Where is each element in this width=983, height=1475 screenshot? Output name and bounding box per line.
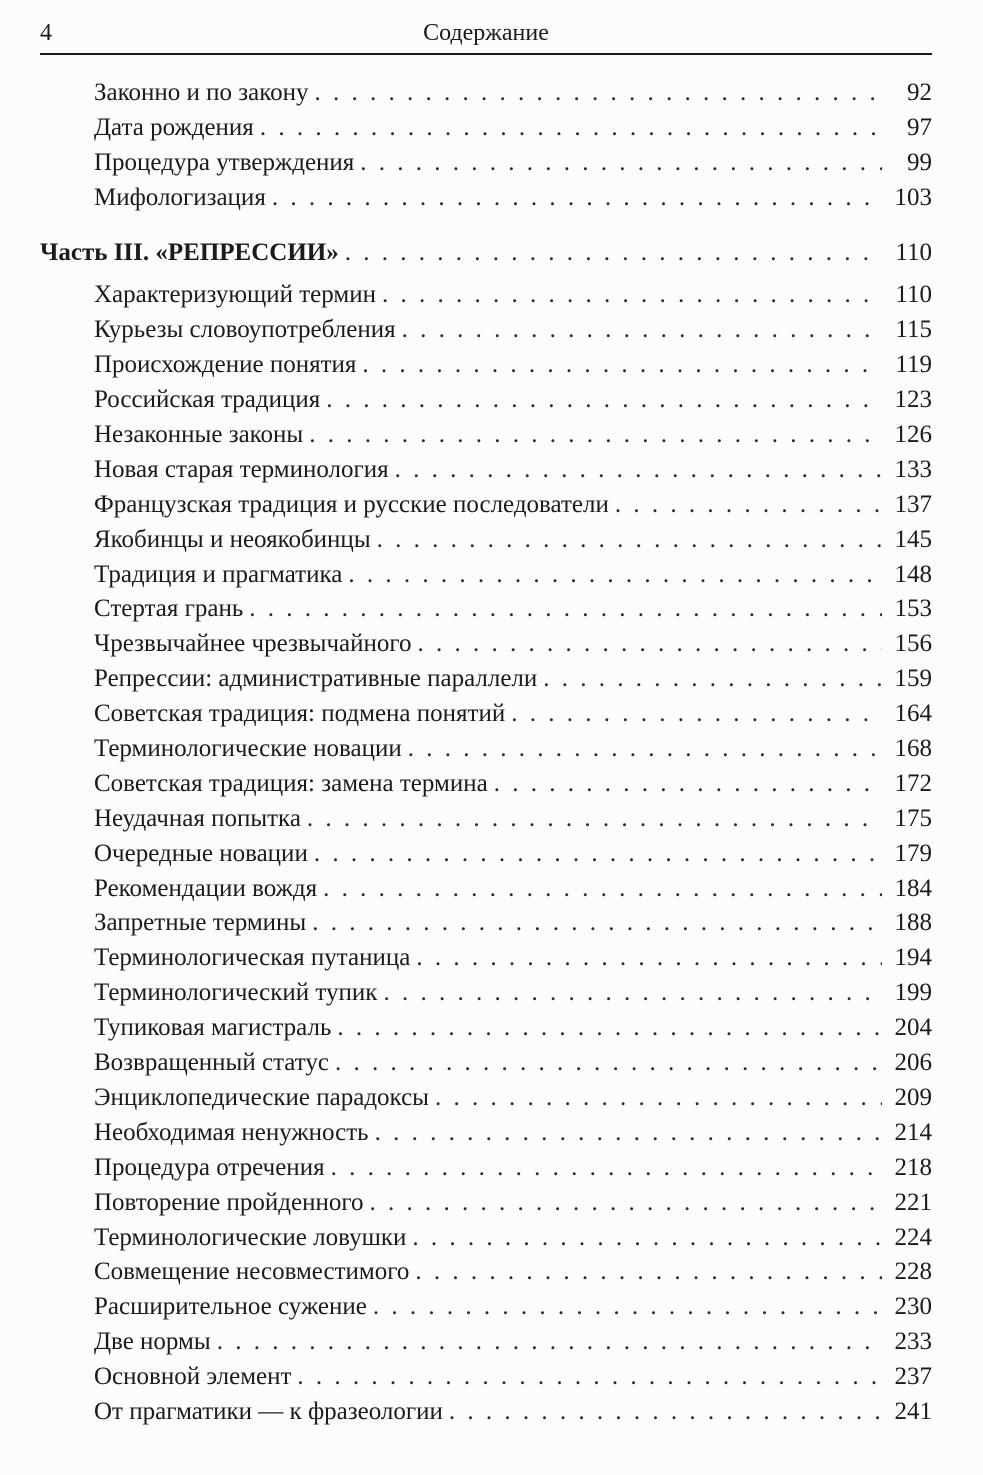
toc-leader-dots: [377, 523, 882, 558]
toc-entry-title: Происхождение понятия: [94, 351, 357, 379]
toc-entry: [40, 453, 932, 488]
toc-entry-page: 230: [894, 1293, 932, 1321]
toc-entry-title: От прагматики — к фразеологии: [94, 1397, 443, 1425]
toc-entry-title: Две нормы: [94, 1328, 211, 1356]
toc-entry: [40, 278, 932, 313]
toc-entry: [40, 146, 932, 181]
toc-entry-title: Мифологизация: [94, 183, 266, 211]
toc-leader-dots: [315, 76, 883, 111]
toc-entry-title: Процедура отречения: [94, 1153, 325, 1181]
toc-leader-dots: [348, 558, 882, 593]
toc-entry-title: Традиция и прагматика: [94, 560, 343, 588]
toc-entry-title: Чрезвычайнее чрезвычайного: [94, 630, 412, 658]
toc-entry-page: 204: [894, 1014, 932, 1042]
toc-entry-page: 214: [894, 1118, 932, 1146]
toc-leader-dots: [323, 872, 882, 907]
toc-entry: [40, 313, 932, 348]
toc-leader-dots: [370, 1186, 883, 1221]
toc-entry-page: 179: [894, 839, 932, 867]
toc-leader-dots: [335, 1046, 882, 1081]
toc-leader-dots: [260, 111, 882, 146]
toc-leader-dots: [395, 453, 882, 488]
toc-entry-title: Новая старая терминология: [94, 455, 389, 483]
toc-entry: [40, 1325, 932, 1360]
toc-entry-title: Очередные новации: [94, 839, 308, 867]
toc-leader-dots: [337, 1011, 882, 1046]
toc-entry-title: Повторение пройденного: [94, 1188, 364, 1216]
page-number: 4: [40, 20, 52, 46]
toc-entry-title: Основной элемент: [94, 1363, 292, 1391]
toc-leader-dots: [415, 1255, 882, 1290]
toc-entry: [40, 837, 932, 872]
toc-leader-dots: [362, 348, 882, 383]
toc-leader-dots: [375, 1116, 882, 1151]
toc-entry-page: 224: [894, 1223, 932, 1251]
running-title: Содержание: [423, 20, 549, 46]
toc-entry-page: 188: [894, 909, 932, 937]
toc-entry-page: 164: [894, 700, 932, 728]
toc-leader-dots: [383, 976, 882, 1011]
toc-entry: [40, 383, 932, 418]
toc-entry-page: 168: [894, 735, 932, 763]
running-head: [40, 18, 932, 52]
toc-leader-dots: [326, 383, 882, 418]
toc-entry: [40, 1046, 932, 1081]
toc-entry-title: Советская традиция: замена термина: [94, 769, 488, 797]
toc-entry-page: 172: [894, 769, 932, 797]
toc-entry-page: 119: [895, 351, 932, 379]
toc-entry-title: Терминологическая путаница: [94, 944, 411, 972]
toc-entry-title: Дата рождения: [94, 113, 254, 141]
toc-entry: [40, 348, 932, 383]
toc-entry: [40, 1221, 932, 1256]
toc-leader-dots: [449, 1395, 882, 1430]
toc-leader-dots: [360, 146, 882, 181]
toc-entry-title: Советская традиция: подмена понятий: [94, 700, 506, 728]
toc-entry: [40, 1116, 932, 1151]
toc-entry: [40, 418, 932, 453]
toc-leader-dots: [416, 941, 882, 976]
toc-part-page: 110: [895, 238, 932, 266]
toc-entry: [40, 802, 932, 837]
toc-leader-dots: [345, 236, 882, 271]
toc-leader-dots: [494, 767, 882, 802]
toc-entry: [40, 1360, 932, 1395]
toc-entry-page: 221: [894, 1188, 932, 1216]
toc-leader-dots: [418, 627, 882, 662]
toc-entry-page: 233: [894, 1328, 932, 1356]
toc-entry-page: 241: [894, 1397, 932, 1425]
toc-entry: [40, 1186, 932, 1221]
toc-entry: [40, 111, 932, 146]
toc-entry-page: 123: [894, 386, 932, 414]
toc-entry-page: 175: [894, 804, 932, 832]
toc-leader-dots: [217, 1325, 882, 1360]
toc-entry-title: Стертая грань: [94, 595, 244, 623]
toc-entry: [40, 592, 932, 627]
toc-part-heading: [40, 236, 932, 271]
header-rule: [40, 53, 932, 55]
toc-leader-dots: [408, 732, 882, 767]
toc-entry: [40, 1290, 932, 1325]
toc-entry: [40, 523, 932, 558]
toc-entry-page: 159: [894, 665, 932, 693]
toc-entry-page: 206: [894, 1049, 932, 1077]
toc-leader-dots: [382, 278, 882, 313]
toc-entry-title: Курьезы словоупотребления: [94, 316, 396, 344]
toc-entry: [40, 906, 932, 941]
toc-entry: [40, 76, 932, 111]
toc-entry: [40, 181, 932, 216]
toc-entry: [40, 662, 932, 697]
toc-entry-page: 156: [894, 630, 932, 658]
toc-entry-title: Необходимая ненужность: [94, 1118, 369, 1146]
toc-entry-title: Тупиковая магистраль: [94, 1014, 332, 1042]
toc-entry-title: Расширительное сужение: [94, 1293, 367, 1321]
toc-entry-page: 103: [894, 183, 932, 211]
toc-leader-dots: [543, 662, 882, 697]
toc-entry-page: 199: [894, 979, 932, 1007]
toc-entry: [40, 767, 932, 802]
toc-entry: [40, 1255, 932, 1290]
toc-entry-title: Терминологические новации: [94, 735, 402, 763]
toc-leader-dots: [373, 1290, 882, 1325]
toc-entry-title: Энциклопедические парадоксы: [94, 1083, 429, 1111]
toc-entry-title: Запретные термины: [94, 909, 307, 937]
toc-entry-page: 209: [894, 1083, 932, 1111]
toc-entry-title: Якобинцы и неоякобинцы: [94, 525, 371, 553]
toc-entry-title: Терминологические ловушки: [94, 1223, 407, 1251]
toc-entry: [40, 941, 932, 976]
toc-entry-page: 153: [894, 595, 932, 623]
toc-entry-page: 92: [907, 79, 932, 106]
toc-entry-page: 99: [907, 148, 932, 176]
toc-leader-dots: [412, 1221, 882, 1256]
toc-entry: [40, 1395, 932, 1430]
toc-part-title: Часть III. «РЕПРЕССИИ»: [40, 238, 339, 266]
toc-entry-title: Рекомендации вождя: [94, 874, 318, 902]
toc-entry-title: Законно и по закону: [94, 79, 309, 106]
toc-leader-dots: [511, 697, 882, 732]
toc-leader-dots: [402, 313, 882, 348]
toc-leader-dots: [314, 837, 882, 872]
toc-entry-page: 126: [894, 421, 932, 449]
toc-entry: [40, 976, 932, 1011]
toc-entry-title: Неудачная попытка: [94, 804, 301, 832]
toc-section-after: [40, 278, 932, 1429]
toc-entry-title: Французская традиция и русские последователи: [94, 490, 609, 518]
toc-section-before: [40, 76, 932, 216]
toc-entry: [40, 627, 932, 662]
toc-entry-page: 115: [895, 316, 932, 344]
toc-entry-title: Характеризующий термин: [94, 281, 376, 309]
toc-entry-title: Совмещение несовместимого: [94, 1258, 410, 1286]
toc-entry: [40, 872, 932, 907]
toc-entry-page: 148: [894, 560, 932, 588]
toc-entry-page: 194: [894, 944, 932, 972]
toc-entry-page: 110: [895, 281, 932, 309]
toc-entry-page: 145: [894, 525, 932, 553]
toc-leader-dots: [297, 1360, 882, 1395]
table-of-contents: [40, 76, 932, 1430]
toc-leader-dots: [309, 418, 882, 453]
toc-leader-dots: [331, 1151, 882, 1186]
toc-leader-dots: [272, 181, 882, 216]
toc-entry-page: 218: [894, 1153, 932, 1181]
toc-entry-page: 237: [894, 1363, 932, 1391]
toc-entry: [40, 558, 932, 593]
toc-leader-dots: [615, 488, 882, 523]
toc-leader-dots: [312, 906, 882, 941]
toc-leader-dots: [307, 802, 882, 837]
toc-entry-page: 137: [894, 490, 932, 518]
toc-leader-dots: [249, 592, 882, 627]
toc-entry-title: Российская традиция: [94, 386, 321, 414]
toc-entry-title: Возвращенный статус: [94, 1049, 329, 1077]
toc-entry-page: 184: [894, 874, 932, 902]
toc-entry: [40, 1011, 932, 1046]
toc-entry-page: 228: [894, 1258, 932, 1286]
toc-entry-page: 133: [894, 455, 932, 483]
toc-entry-title: Репрессии: административные параллели: [94, 665, 538, 693]
toc-entry: [40, 488, 932, 523]
toc-entry: [40, 697, 932, 732]
toc-entry: [40, 1151, 932, 1186]
toc-entry-title: Незаконные законы: [94, 421, 304, 449]
toc-entry-title: Терминологический тупик: [94, 979, 378, 1007]
toc-entry-page: 97: [907, 113, 932, 141]
toc-entry-title: Процедура утверждения: [94, 148, 355, 176]
toc-leader-dots: [435, 1081, 882, 1116]
toc-entry: [40, 732, 932, 767]
toc-entry: [40, 1081, 932, 1116]
